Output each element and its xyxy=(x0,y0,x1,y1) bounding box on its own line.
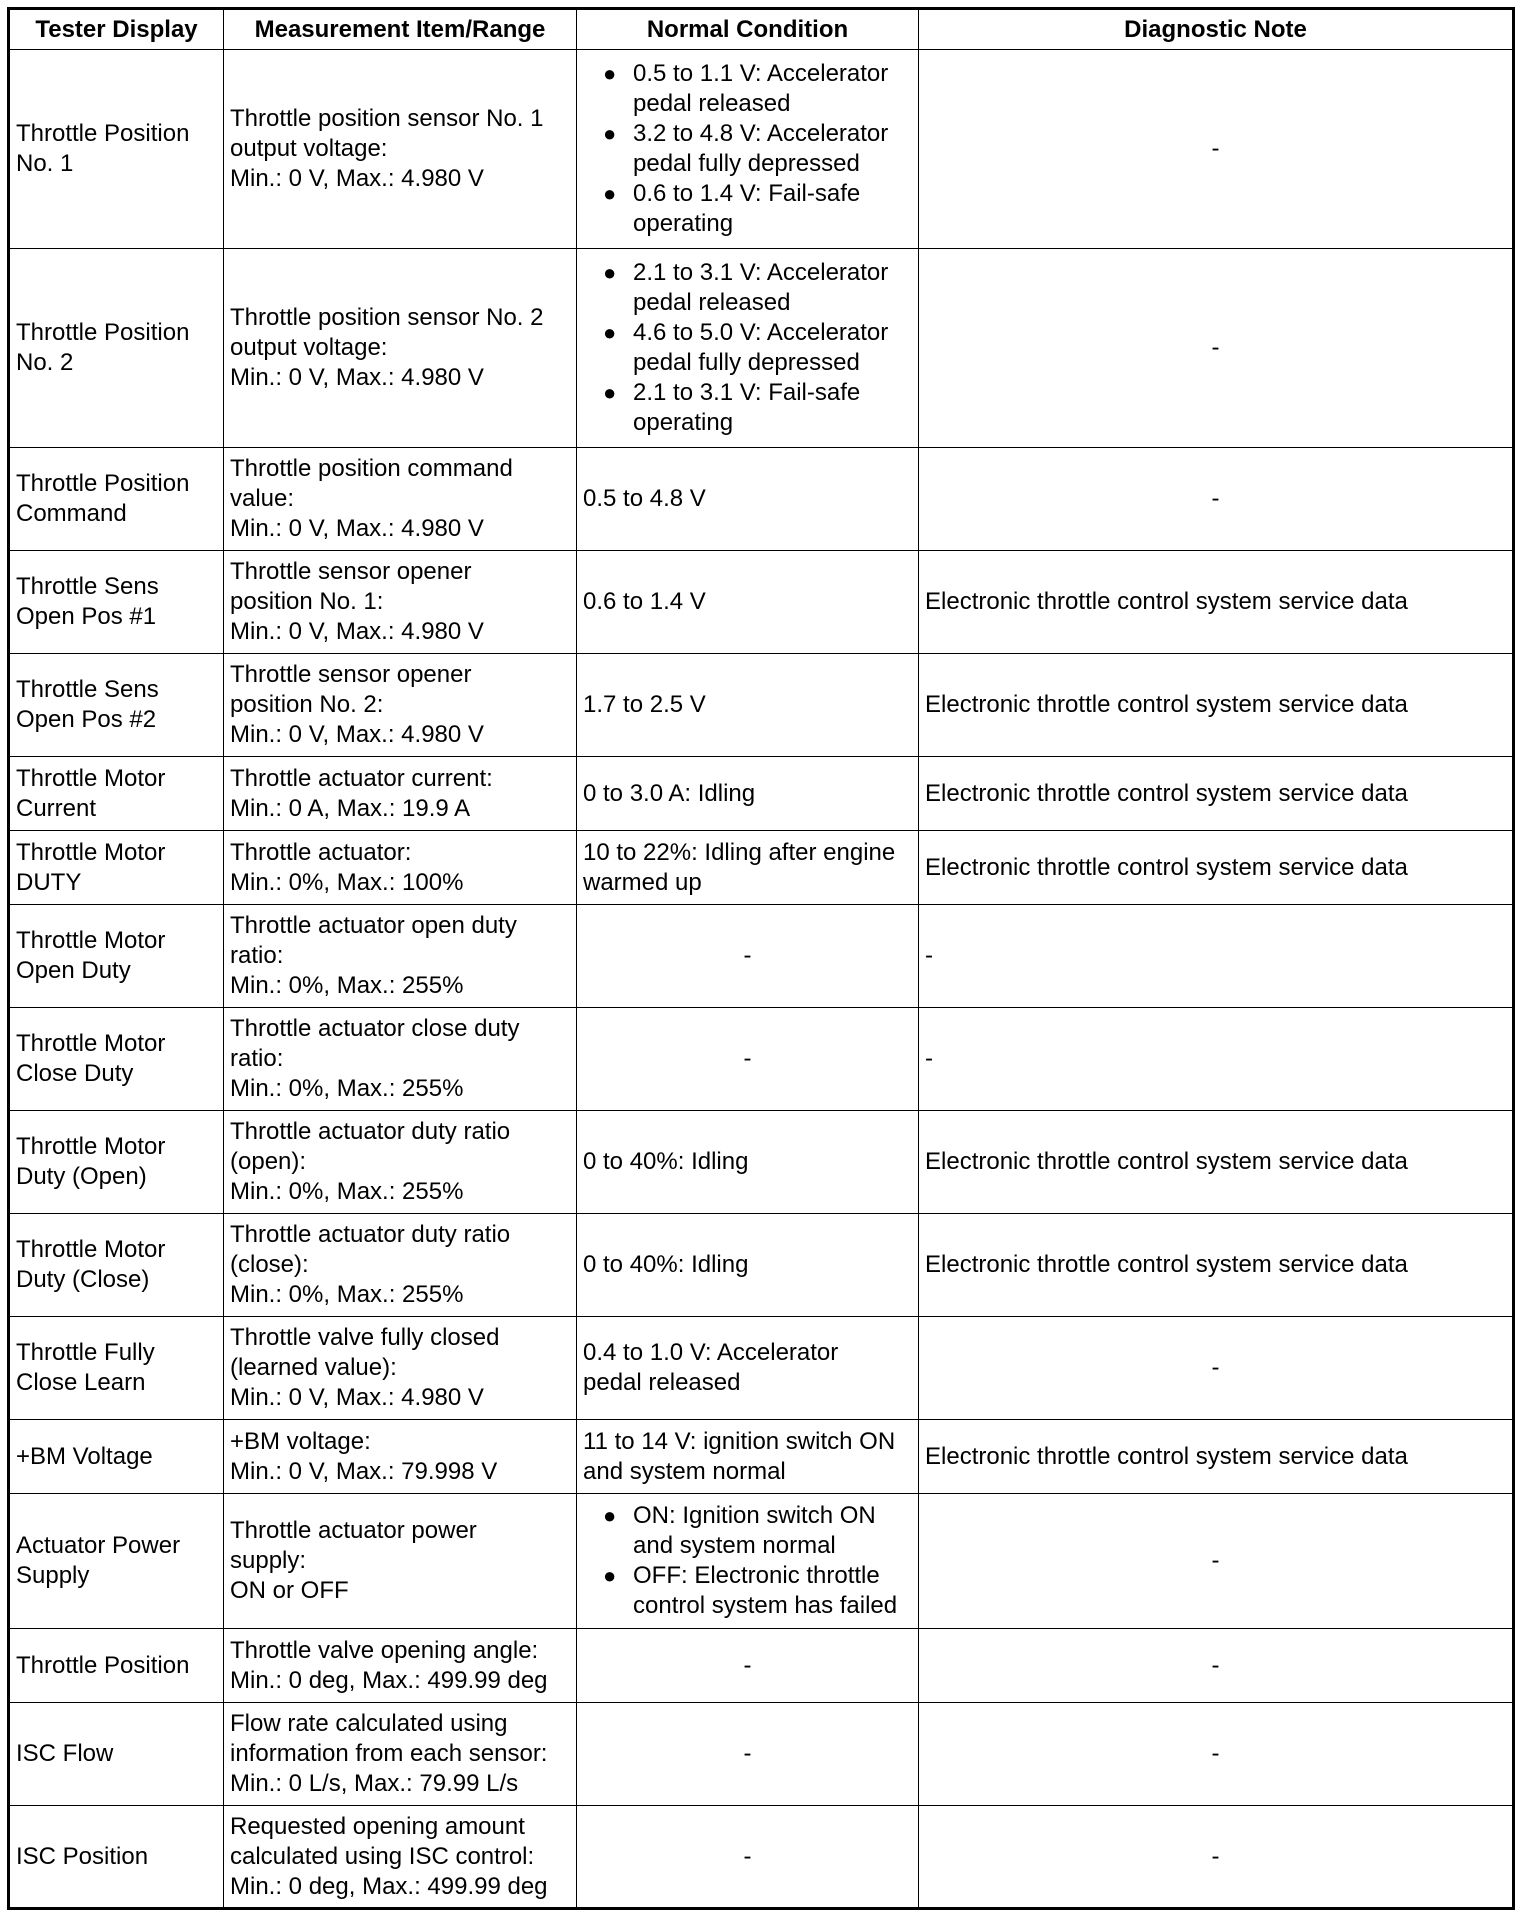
measurement-item-line: Throttle valve opening angle: xyxy=(230,1636,539,1664)
tester-display-line: Actuator Power xyxy=(16,1532,181,1559)
normal-condition-cell xyxy=(577,50,919,249)
normal-condition-line: - xyxy=(743,942,752,969)
normal-condition-line: 0.4 to 1.0 V: Accelerator xyxy=(583,1339,839,1366)
measurement-item-cell xyxy=(224,1420,577,1494)
measurement-item-line: Throttle position sensor No. 1 xyxy=(230,105,544,132)
measurement-item-line: ratio: xyxy=(230,1045,284,1072)
measurement-item-cell xyxy=(224,1111,577,1214)
normal-condition-line: - xyxy=(743,1651,752,1679)
table-row xyxy=(9,1494,1514,1629)
table-row xyxy=(9,249,1514,448)
tester-display-cell xyxy=(9,831,224,905)
condition-list xyxy=(583,1501,912,1621)
tester-display-line: Throttle Motor xyxy=(16,764,166,792)
tester-display-line: Command xyxy=(16,500,127,527)
normal-condition-cell xyxy=(577,1008,919,1111)
condition-list-item: ● ON: Ignition switch ON and system normal xyxy=(583,1501,912,1561)
tester-display-line: ISC Position xyxy=(16,1842,149,1870)
table-row xyxy=(9,1806,1514,1909)
table-row xyxy=(9,551,1514,654)
tester-display-line: Throttle Position xyxy=(16,1651,190,1679)
measurement-item-line: information from each sensor: xyxy=(230,1740,548,1767)
tester-display-line: Throttle Sens xyxy=(16,676,159,703)
diagnostic-note-cell: Electronic throttle control system service data xyxy=(919,551,1514,654)
measurement-item-line: Min.: 0 A, Max.: 19.9 A xyxy=(230,794,471,822)
measurement-item-line: Throttle actuator: xyxy=(230,838,412,866)
measurement-item-cell xyxy=(224,1214,577,1317)
diagnostic-note-cell: - xyxy=(919,1317,1514,1420)
diagnostic-note-cell: - xyxy=(919,1008,1514,1111)
measurement-item-line: output voltage: xyxy=(230,334,388,361)
tester-display-cell xyxy=(9,1008,224,1111)
tester-display-line: No. 1 xyxy=(16,150,74,177)
measurement-item-line: Min.: 0 V, Max.: 4.980 V xyxy=(230,165,484,192)
tester-display-cell xyxy=(9,249,224,448)
measurement-item-line: position No. 1: xyxy=(230,588,384,615)
table-row xyxy=(9,1420,1514,1494)
condition-list-item: ● OFF: Electronic throttle control system has failed xyxy=(583,1561,912,1621)
tester-display-line: Throttle Motor xyxy=(16,1133,166,1160)
measurement-item-cell xyxy=(224,757,577,831)
normal-condition-cell xyxy=(577,1317,919,1420)
measurement-item-line: Throttle actuator close duty xyxy=(230,1015,520,1042)
diagnostic-note-cell: Electronic throttle control system service data xyxy=(919,1111,1514,1214)
normal-condition-line: warmed up xyxy=(583,868,702,896)
measurement-item-line: (open): xyxy=(230,1148,307,1175)
table-row xyxy=(9,1703,1514,1806)
normal-condition-line: 0 to 40%: Idling xyxy=(583,1148,749,1175)
normal-condition-line: 10 to 22%: Idling after engine xyxy=(583,838,896,866)
normal-condition-line: 0 to 40%: Idling xyxy=(583,1251,749,1278)
measurement-item-cell xyxy=(224,905,577,1008)
measurement-item-cell xyxy=(224,654,577,757)
measurement-item-line: Min.: 0 V, Max.: 4.980 V xyxy=(230,515,484,542)
tester-display-line: Close Duty xyxy=(16,1060,134,1087)
table-row xyxy=(9,448,1514,551)
table-row xyxy=(9,1214,1514,1317)
tester-display-line: Throttle Fully xyxy=(16,1339,155,1366)
normal-condition-cell xyxy=(577,1420,919,1494)
measurement-item-line: value: xyxy=(230,485,295,512)
tester-display-cell xyxy=(9,757,224,831)
tester-display-line: Open Pos #1 xyxy=(16,603,157,630)
condition-list-item: ● 3.2 to 4.8 V: Accelerator pedal fully depressed xyxy=(583,119,912,179)
tester-display-line: Supply xyxy=(16,1562,90,1589)
measurement-item-line: Min.: 0 V, Max.: 4.980 V xyxy=(230,364,484,391)
tester-display-line: Throttle Motor xyxy=(16,1030,166,1057)
normal-condition-cell xyxy=(577,1806,919,1909)
measurement-item-line: Requested opening amount xyxy=(230,1812,525,1840)
table-row xyxy=(9,50,1514,249)
normal-condition-line: - xyxy=(743,1842,752,1870)
data-list-sheet xyxy=(7,7,1512,1910)
table-row xyxy=(9,905,1514,1008)
measurement-item-cell xyxy=(224,249,577,448)
table-row xyxy=(9,1629,1514,1703)
measurement-item-line: Min.: 0 V, Max.: 4.980 V xyxy=(230,1384,484,1411)
normal-condition-cell xyxy=(577,1629,919,1703)
diagnostic-note-cell: - xyxy=(919,1629,1514,1703)
measurement-item-line: Min.: 0%, Max.: 100% xyxy=(230,868,464,896)
diagnostic-note-cell: Electronic throttle control system service data xyxy=(919,1214,1514,1317)
tester-display-line: Throttle Position xyxy=(16,319,190,346)
tester-display-line: Duty (Open) xyxy=(16,1163,147,1190)
measurement-item-line: Min.: 0 L/s, Max.: 79.99 L/s xyxy=(230,1770,519,1797)
diagnostic-note-cell: - xyxy=(919,249,1514,448)
tester-display-line: Current xyxy=(16,794,97,822)
normal-condition-line: pedal released xyxy=(583,1369,741,1396)
measurement-item-line: Min.: 0 deg, Max.: 499.99 deg xyxy=(230,1872,548,1900)
measurement-item-line: Throttle actuator duty ratio xyxy=(230,1221,511,1248)
tester-display-cell xyxy=(9,1703,224,1806)
tester-display-cell xyxy=(9,1494,224,1629)
data-list-table xyxy=(7,7,1515,1910)
diagnostic-note-cell: Electronic throttle control system service data xyxy=(919,1420,1514,1494)
measurement-item-line: Throttle sensor opener xyxy=(230,558,472,585)
tester-display-cell xyxy=(9,1111,224,1214)
header-normal-condition: Normal Condition xyxy=(577,9,919,50)
tester-display-line: Open Duty xyxy=(16,957,131,984)
tester-display-cell xyxy=(9,1317,224,1420)
tester-display-line: Throttle Motor xyxy=(16,927,166,954)
tester-display-cell xyxy=(9,448,224,551)
measurement-item-line: position No. 2: xyxy=(230,691,384,718)
diagnostic-note-cell: Electronic throttle control system service data xyxy=(919,831,1514,905)
diagnostic-note-cell: - xyxy=(919,448,1514,551)
normal-condition-cell xyxy=(577,551,919,654)
normal-condition-cell xyxy=(577,1214,919,1317)
table-row xyxy=(9,831,1514,905)
measurement-item-line: Throttle actuator power xyxy=(230,1517,477,1544)
tester-display-cell xyxy=(9,905,224,1008)
measurement-item-cell xyxy=(224,1317,577,1420)
measurement-item-line: Throttle position command xyxy=(230,455,513,482)
measurement-item-cell xyxy=(224,1008,577,1111)
table-row xyxy=(9,1317,1514,1420)
tester-display-line: Duty (Close) xyxy=(16,1266,150,1293)
measurement-item-cell xyxy=(224,551,577,654)
tester-display-cell xyxy=(9,1629,224,1703)
normal-condition-cell xyxy=(577,448,919,551)
diagnostic-note-cell: - xyxy=(919,1494,1514,1629)
measurement-item-line: Throttle valve fully closed xyxy=(230,1324,500,1351)
measurement-item-line: Throttle actuator current: xyxy=(230,764,493,792)
condition-list xyxy=(583,258,912,438)
tester-display-cell xyxy=(9,1420,224,1494)
measurement-item-line: Min.: 0%, Max.: 255% xyxy=(230,1281,464,1308)
normal-condition-cell xyxy=(577,757,919,831)
tester-display-line: Throttle Position xyxy=(16,120,190,147)
measurement-item-cell xyxy=(224,1629,577,1703)
tester-display-line: Throttle Sens xyxy=(16,573,159,600)
measurement-item-cell xyxy=(224,831,577,905)
measurement-item-line: (close): xyxy=(230,1251,309,1278)
measurement-item-line: Min.: 0%, Max.: 255% xyxy=(230,972,464,999)
table-row xyxy=(9,757,1514,831)
measurement-item-cell xyxy=(224,1806,577,1909)
tester-display-line: Throttle Motor xyxy=(16,1236,166,1263)
normal-condition-cell xyxy=(577,1494,919,1629)
measurement-item-line: Throttle actuator open duty xyxy=(230,912,517,939)
diagnostic-note-cell: - xyxy=(919,905,1514,1008)
table-row xyxy=(9,1008,1514,1111)
diagnostic-note-cell: Electronic throttle control system service data xyxy=(919,654,1514,757)
diagnostic-note-cell: Electronic throttle control system service data xyxy=(919,757,1514,831)
measurement-item-line: Throttle actuator duty ratio xyxy=(230,1118,511,1145)
tester-display-line: Throttle Motor xyxy=(16,838,166,866)
normal-condition-line: and system normal xyxy=(583,1457,786,1485)
normal-condition-line: - xyxy=(743,1045,752,1072)
measurement-item-line: ON or OFF xyxy=(230,1577,349,1604)
normal-condition-cell xyxy=(577,831,919,905)
header-tester-display: Tester Display xyxy=(9,9,224,50)
measurement-item-line: Throttle sensor opener xyxy=(230,661,472,688)
condition-list-item: ● 0.6 to 1.4 V: Fail-safe operating xyxy=(583,179,912,239)
measurement-item-cell xyxy=(224,448,577,551)
condition-list-item: ● 2.1 to 3.1 V: Fail-safe operating xyxy=(583,378,912,438)
tester-display-cell xyxy=(9,551,224,654)
condition-list xyxy=(583,59,912,239)
measurement-item-line: calculated using ISC control: xyxy=(230,1842,535,1870)
measurement-item-cell xyxy=(224,1494,577,1629)
tester-display-cell xyxy=(9,654,224,757)
measurement-item-line: Min.: 0 V, Max.: 79.998 V xyxy=(230,1457,498,1485)
measurement-item-line: Min.: 0%, Max.: 255% xyxy=(230,1075,464,1102)
tester-display-line: DUTY xyxy=(16,868,82,896)
normal-condition-line: 0.6 to 1.4 V xyxy=(583,588,706,615)
normal-condition-cell xyxy=(577,249,919,448)
diagnostic-note-cell: - xyxy=(919,1806,1514,1909)
normal-condition-cell xyxy=(577,654,919,757)
normal-condition-cell xyxy=(577,1111,919,1214)
normal-condition-line: 11 to 14 V: ignition switch ON xyxy=(583,1427,896,1455)
normal-condition-cell xyxy=(577,905,919,1008)
tester-display-line: ISC Flow xyxy=(16,1740,114,1767)
measurement-item-line: supply: xyxy=(230,1547,307,1574)
normal-condition-cell xyxy=(577,1703,919,1806)
measurement-item-line: Flow rate calculated using xyxy=(230,1710,508,1737)
measurement-item-line: (learned value): xyxy=(230,1354,397,1381)
tester-display-line: +BM Voltage xyxy=(16,1442,153,1470)
normal-condition-line: - xyxy=(743,1740,752,1767)
table-row xyxy=(9,654,1514,757)
diagnostic-note-cell: - xyxy=(919,50,1514,249)
tester-display-line: Throttle Position xyxy=(16,470,190,497)
measurement-item-cell xyxy=(224,50,577,249)
condition-list-item: ● 4.6 to 5.0 V: Accelerator pedal fully depressed xyxy=(583,318,912,378)
header-row xyxy=(9,9,1514,50)
diagnostic-note-cell: - xyxy=(919,1703,1514,1806)
tester-display-cell xyxy=(9,1214,224,1317)
measurement-item-line: Min.: 0%, Max.: 255% xyxy=(230,1178,464,1205)
header-diagnostic-note: Diagnostic Note xyxy=(919,9,1514,50)
tester-display-cell xyxy=(9,50,224,249)
condition-list-item: ● 2.1 to 3.1 V: Accelerator pedal released xyxy=(583,258,912,318)
measurement-item-line: +BM voltage: xyxy=(230,1427,371,1455)
measurement-item-line: Min.: 0 deg, Max.: 499.99 deg xyxy=(230,1666,548,1694)
condition-list-item: ● 0.5 to 1.1 V: Accelerator pedal released xyxy=(583,59,912,119)
tester-display-line: Close Learn xyxy=(16,1369,146,1396)
header-measurement-item: Measurement Item/Range xyxy=(224,9,577,50)
normal-condition-line: 1.7 to 2.5 V xyxy=(583,691,706,718)
measurement-item-line: ratio: xyxy=(230,942,284,969)
measurement-item-cell xyxy=(224,1703,577,1806)
tester-display-line: No. 2 xyxy=(16,349,74,376)
normal-condition-line: 0 to 3.0 A: Idling xyxy=(583,779,756,807)
table-row xyxy=(9,1111,1514,1214)
tester-display-line: Open Pos #2 xyxy=(16,706,157,733)
tester-display-cell xyxy=(9,1806,224,1909)
measurement-item-line: Min.: 0 V, Max.: 4.980 V xyxy=(230,618,484,645)
measurement-item-line: Min.: 0 V, Max.: 4.980 V xyxy=(230,721,484,748)
measurement-item-line: output voltage: xyxy=(230,135,388,162)
normal-condition-line: 0.5 to 4.8 V xyxy=(583,485,706,512)
measurement-item-line: Throttle position sensor No. 2 xyxy=(230,304,544,331)
